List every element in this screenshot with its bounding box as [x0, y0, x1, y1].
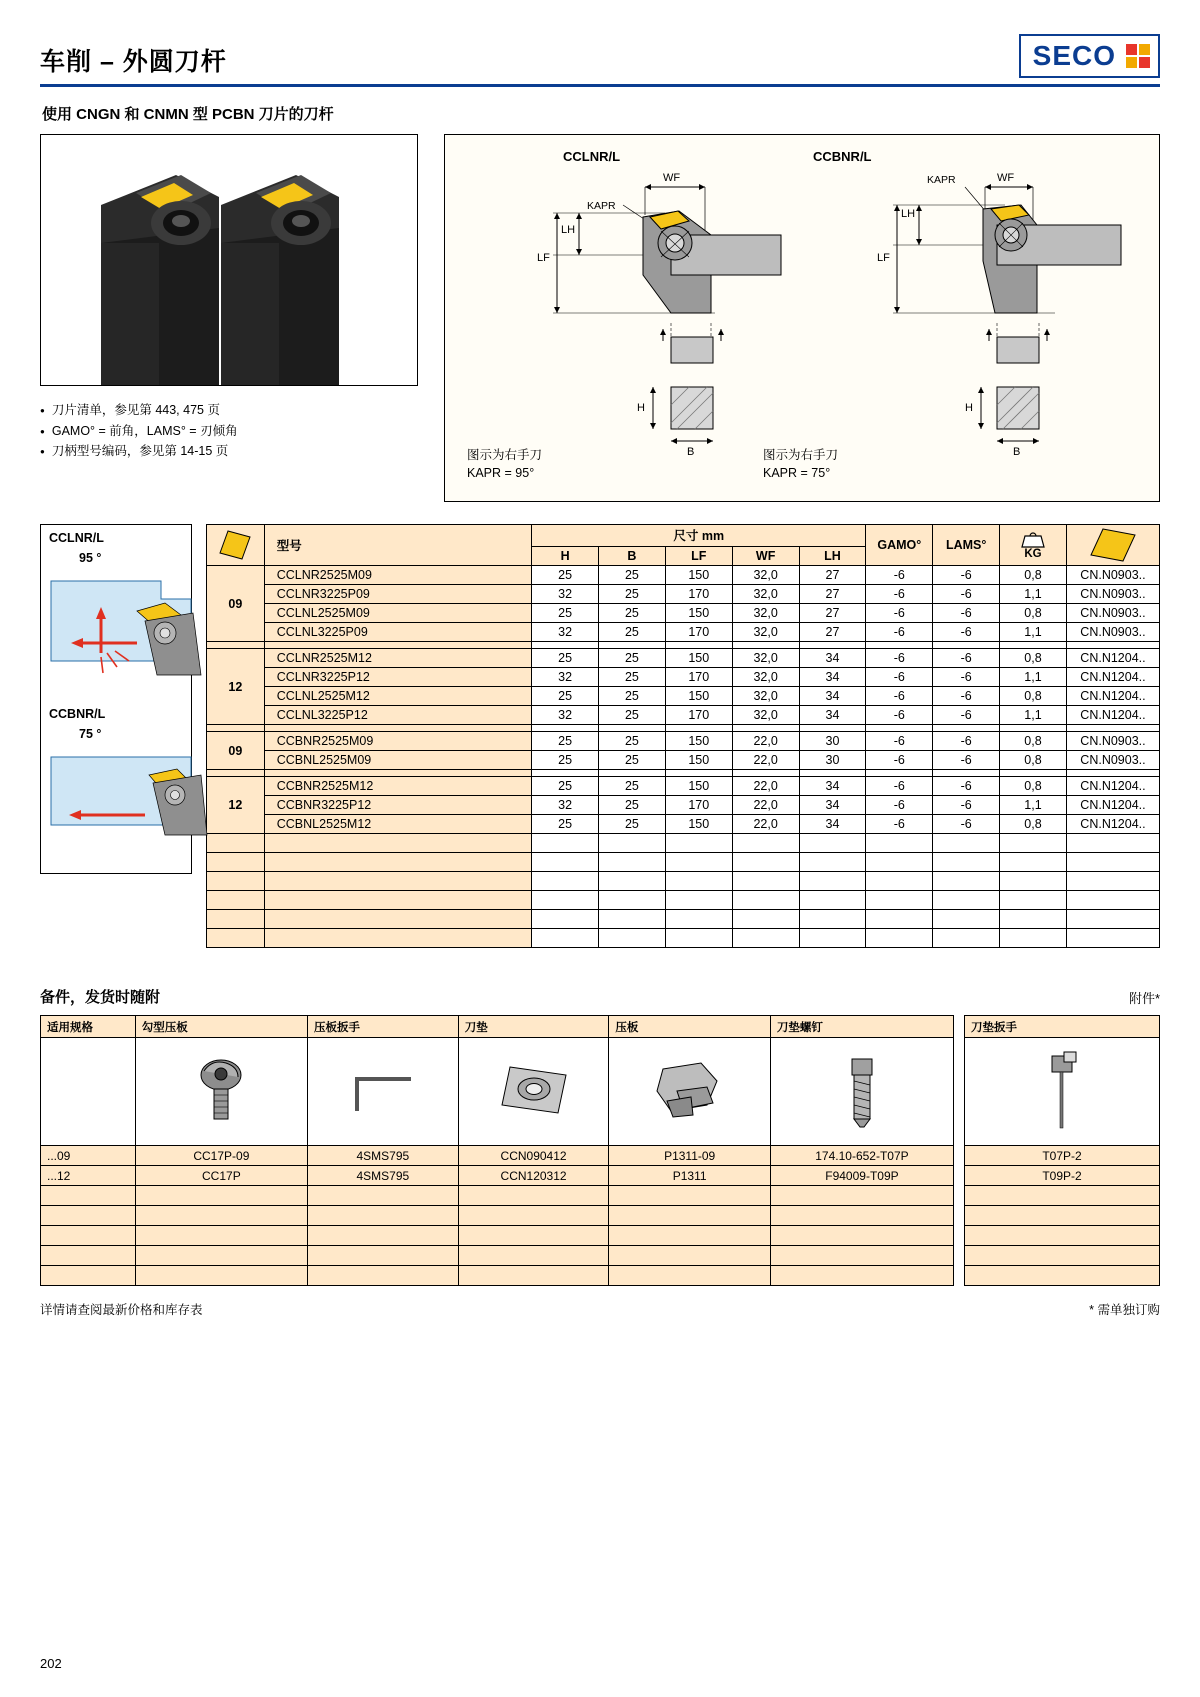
group-separator [206, 725, 1159, 732]
cell-insert: CN.N0903.. [1066, 751, 1159, 770]
table-row[interactable] [206, 566, 1159, 585]
screw-icon-cell [770, 1038, 953, 1146]
accessories-header [40, 986, 1160, 1007]
caption-line: 图示为右手刀 [763, 447, 839, 462]
diagram-title-cclnr: CCLNR/L [563, 149, 621, 164]
acc-col-size: 适用规格 [41, 1016, 136, 1038]
opt-value: T09P-2 [965, 1166, 1160, 1186]
cell-lf: 170 [665, 623, 732, 642]
accessory-row-empty [41, 1266, 954, 1286]
col-lf: LF [665, 546, 732, 565]
shim-icon [492, 1061, 576, 1123]
cell-b: 25 [599, 585, 666, 604]
opt-col-wrench: 刀垫扳手 [965, 1016, 1160, 1038]
cell-kg: 0,8 [1000, 815, 1067, 834]
header-rule [40, 84, 1160, 87]
cell-kg: 0,8 [1000, 687, 1067, 706]
acc-size: ...12 [41, 1166, 136, 1186]
table-row[interactable] [206, 585, 1159, 604]
col-gamo: GAMO° [866, 525, 933, 566]
cell-wf: 32,0 [732, 649, 799, 668]
cell-insert: CN.N0903.. [1066, 585, 1159, 604]
left-diagram-label-ccbnr: CCBNR/L [49, 707, 106, 721]
cell-kg: 0,8 [1000, 649, 1067, 668]
table-row-empty [206, 910, 1159, 929]
cell-wf: 32,0 [732, 668, 799, 687]
cell-type: CCLNL3225P12 [264, 706, 531, 725]
left-diagram-label-cclnr: CCLNR/L [49, 531, 104, 545]
cell-type: CCLNR3225P12 [264, 668, 531, 687]
acc-col-clamp: 勾型压板 [135, 1016, 307, 1038]
acc-clamp: CC17P [135, 1166, 307, 1186]
cell-b: 25 [599, 649, 666, 668]
cell-wf: 22,0 [732, 796, 799, 815]
group-size: 12 [206, 649, 264, 725]
cell-type: CCLNR2525M12 [264, 649, 531, 668]
opt-icon-row [965, 1038, 1160, 1146]
shim-wrench-icon-cell [965, 1038, 1160, 1146]
cell-gamo: -6 [866, 687, 933, 706]
acc-col-plate: 压板 [609, 1016, 770, 1038]
opt-row-empty [965, 1246, 1160, 1266]
page-header [40, 0, 1160, 78]
page-number: 202 [40, 1656, 62, 1671]
col-h: H [532, 546, 599, 565]
cell-insert: CN.N0903.. [1066, 604, 1159, 623]
cell-lh: 27 [799, 623, 866, 642]
cell-wf: 32,0 [732, 566, 799, 585]
cell-type: CCBNL2525M12 [264, 815, 531, 834]
cell-lh: 30 [799, 751, 866, 770]
cell-lams: -6 [933, 687, 1000, 706]
cell-insert: CN.N1204.. [1066, 777, 1159, 796]
cell-h: 25 [532, 649, 599, 668]
accessory-icon-row [41, 1038, 954, 1146]
optional-accessories-title: 附件* [1128, 991, 1160, 1006]
cell-lf: 150 [665, 566, 732, 585]
cell-kg: 1,1 [1000, 623, 1067, 642]
cell-lams: -6 [933, 585, 1000, 604]
cell-gamo: -6 [866, 706, 933, 725]
col-insert [1066, 525, 1159, 566]
cell-kg: 1,1 [1000, 796, 1067, 815]
acc-wrench: 4SMS795 [307, 1146, 458, 1166]
product-photo [40, 134, 418, 386]
svg-text:KAPR: KAPR [927, 174, 956, 186]
cell-gamo: -6 [866, 777, 933, 796]
group-size: 12 [206, 777, 264, 834]
logo-squares-icon [1126, 44, 1150, 68]
accessory-row-empty [41, 1246, 954, 1266]
cell-lf: 150 [665, 732, 732, 751]
cell-type: CCBNR2525M12 [264, 777, 531, 796]
cell-h: 32 [532, 585, 599, 604]
cell-lams: -6 [933, 649, 1000, 668]
cell-h: 25 [532, 815, 599, 834]
cell-kg: 0,8 [1000, 751, 1067, 770]
cell-lh: 34 [799, 777, 866, 796]
cell-wf: 32,0 [732, 604, 799, 623]
cell-lf: 150 [665, 604, 732, 623]
cell-b: 25 [599, 815, 666, 834]
cell-b: 25 [599, 796, 666, 815]
cell-lams: -6 [933, 604, 1000, 623]
cell-wf: 22,0 [732, 732, 799, 751]
col-kg [1000, 525, 1067, 566]
acc-size: ...09 [41, 1146, 136, 1166]
table-row-empty [206, 853, 1159, 872]
cell-wf: 32,0 [732, 687, 799, 706]
cell-wf: 32,0 [732, 585, 799, 604]
cell-insert: CN.N0903.. [1066, 623, 1159, 642]
svg-text:H: H [965, 402, 973, 414]
table-row[interactable] [206, 706, 1159, 725]
table-row-empty [206, 872, 1159, 891]
tool-holder-tbody [206, 566, 1159, 948]
table-row-empty [206, 834, 1159, 853]
hook-clamp-icon [194, 1055, 248, 1129]
acc-wrench: 4SMS795 [307, 1166, 458, 1186]
cell-gamo: -6 [866, 751, 933, 770]
svg-text:H: H [637, 402, 645, 414]
opt-row-empty [965, 1206, 1160, 1226]
cell-b: 25 [599, 687, 666, 706]
opt-row-empty [965, 1186, 1160, 1206]
cell-lh: 34 [799, 687, 866, 706]
opt-row[interactable] [965, 1166, 1160, 1186]
svg-text:LF: LF [877, 252, 890, 264]
col-type: 型号 [264, 525, 531, 566]
group-size: 09 [206, 732, 264, 770]
kg-label: KG [1024, 548, 1042, 561]
accessories-title: 备件，发货时随附 [40, 989, 161, 1006]
cell-kg: 1,1 [1000, 668, 1067, 687]
svg-text:WF: WF [663, 172, 681, 184]
cell-lh: 34 [799, 649, 866, 668]
cell-wf: 22,0 [732, 777, 799, 796]
cell-lh: 27 [799, 604, 866, 623]
caption-line: KAPR = 75° [763, 466, 831, 481]
cell-b: 25 [599, 732, 666, 751]
svg-text:B: B [687, 446, 695, 458]
table-row[interactable] [206, 604, 1159, 623]
cell-b: 25 [599, 751, 666, 770]
cell-lams: -6 [933, 623, 1000, 642]
accessory-row-empty [41, 1186, 954, 1206]
key-wrench-icon [345, 1067, 421, 1117]
cell-type: CCBNR2525M09 [264, 732, 531, 751]
cell-insert: CN.N1204.. [1066, 815, 1159, 834]
cell-wf: 32,0 [732, 706, 799, 725]
accessory-row-empty [41, 1226, 954, 1246]
acc-screw: F94009-T09P [770, 1166, 953, 1186]
acc-screw: 174.10-652-T07P [770, 1146, 953, 1166]
footnote-left: 详情请查阅最新价格和库存表 [40, 1303, 203, 1317]
seco-logo [1019, 34, 1160, 78]
cell-lf: 170 [665, 706, 732, 725]
cell-gamo: -6 [866, 649, 933, 668]
cell-kg: 0,8 [1000, 777, 1067, 796]
weight-icon [1019, 529, 1047, 549]
svg-text:B: B [1013, 446, 1021, 458]
top-row [40, 134, 1160, 502]
cell-insert: CN.N1204.. [1066, 687, 1159, 706]
cell-type: CCLNL3225P09 [264, 623, 531, 642]
cell-type: CCLNL2525M09 [264, 604, 531, 623]
bullet-item: ● 刀片清单，参见第 443, 475 页 [40, 400, 418, 421]
cell-lams: -6 [933, 668, 1000, 687]
opt-row[interactable] [965, 1146, 1160, 1166]
cell-b: 25 [599, 566, 666, 585]
cell-lams: -6 [933, 777, 1000, 796]
cell-insert: CN.N0903.. [1066, 732, 1159, 751]
caption-line: 图示为右手刀 [467, 447, 543, 462]
table-row[interactable] [206, 732, 1159, 751]
svg-text:LH: LH [561, 224, 576, 236]
cell-lh: 34 [799, 796, 866, 815]
group-size: 09 [206, 566, 264, 642]
cell-type: CCBNL2525M09 [264, 751, 531, 770]
cell-lf: 170 [665, 668, 732, 687]
cell-insert: CN.N1204.. [1066, 668, 1159, 687]
cell-b: 25 [599, 668, 666, 687]
cell-b: 25 [599, 706, 666, 725]
acc-plate: P1311 [609, 1166, 770, 1186]
tool-holder-table [206, 524, 1160, 948]
table-row[interactable] [206, 751, 1159, 770]
cell-gamo: -6 [866, 623, 933, 642]
table-row-empty [206, 929, 1159, 948]
wrench-icon-cell [307, 1038, 458, 1146]
cell-lams: -6 [933, 751, 1000, 770]
cell-wf: 32,0 [732, 623, 799, 642]
cell-lh: 34 [799, 668, 866, 687]
table-row[interactable] [206, 649, 1159, 668]
table-row[interactable] [206, 815, 1159, 834]
cell-h: 32 [532, 706, 599, 725]
cell-insert: CN.N0903.. [1066, 566, 1159, 585]
shim-wrench-icon [1040, 1050, 1084, 1134]
table-row-empty [206, 891, 1159, 910]
diagram-caption-right [763, 446, 838, 484]
diagram-title-ccbnr: CCBNR/L [813, 149, 872, 164]
cell-lf: 150 [665, 751, 732, 770]
cell-kg: 0,8 [1000, 604, 1067, 623]
cell-gamo: -6 [866, 732, 933, 751]
cell-lh: 27 [799, 585, 866, 604]
acc-col-screw: 刀垫螺钉 [770, 1016, 953, 1038]
cell-kg: 1,1 [1000, 585, 1067, 604]
clamp-plate-icon-cell [609, 1038, 770, 1146]
cell-kg: 0,8 [1000, 732, 1067, 751]
bullet-list [40, 400, 418, 462]
cell-kg: 0,8 [1000, 566, 1067, 585]
cell-h: 32 [532, 796, 599, 815]
cell-lams: -6 [933, 706, 1000, 725]
cell-lams: -6 [933, 815, 1000, 834]
col-dimensions: 尺寸 mm [532, 525, 866, 547]
col-lams: LAMS° [933, 525, 1000, 566]
optional-accessories-table [964, 1015, 1160, 1286]
cell-type: CCLNL2525M12 [264, 687, 531, 706]
cell-b: 25 [599, 604, 666, 623]
cell-b: 25 [599, 623, 666, 642]
bullet-item: ● GAMO° = 前角，LAMS° = 刃倾角 [40, 421, 418, 442]
cell-kg: 1,1 [1000, 706, 1067, 725]
opt-value: T07P-2 [965, 1146, 1160, 1166]
col-lh: LH [799, 546, 866, 565]
accessories-table [40, 1015, 954, 1286]
cell-lf: 150 [665, 649, 732, 668]
cell-h: 32 [532, 668, 599, 687]
cell-gamo: -6 [866, 566, 933, 585]
caption-line: KAPR = 95° [467, 466, 535, 481]
col-wf: WF [732, 546, 799, 565]
accessory-row[interactable] [41, 1146, 954, 1166]
accessory-row[interactable] [41, 1166, 954, 1186]
cell-insert: CN.N1204.. [1066, 649, 1159, 668]
cell-h: 25 [532, 751, 599, 770]
acc-clamp: CC17P-09 [135, 1146, 307, 1166]
cell-lh: 34 [799, 706, 866, 725]
svg-text:LF: LF [537, 252, 550, 264]
cell-h: 25 [532, 732, 599, 751]
accessory-row-empty [41, 1206, 954, 1226]
logo-text: SECO [1032, 40, 1116, 71]
acc-shim: CCN090412 [458, 1146, 609, 1166]
orientation-diagrams [40, 524, 192, 874]
cell-wf: 22,0 [732, 815, 799, 834]
accessories-tables [40, 1015, 1160, 1286]
shim-icon-cell [458, 1038, 609, 1146]
acc-shim: CCN120312 [458, 1166, 609, 1186]
footnote-right: * 需单独订购 [1089, 1303, 1160, 1317]
cell-lf: 150 [665, 815, 732, 834]
opt-row-empty [965, 1266, 1160, 1286]
cell-gamo: -6 [866, 604, 933, 623]
cell-gamo: -6 [866, 668, 933, 687]
cell-h: 25 [532, 687, 599, 706]
cell-type: CCBNR3225P12 [264, 796, 531, 815]
svg-text:LH: LH [901, 208, 916, 220]
cell-insert: CN.N1204.. [1066, 796, 1159, 815]
cell-gamo: -6 [866, 796, 933, 815]
opt-row-empty [965, 1226, 1160, 1246]
cell-type: CCLNR2525M09 [264, 566, 531, 585]
acc-col-wrench: 压板扳手 [307, 1016, 458, 1038]
shim-screw-icon [840, 1053, 884, 1131]
cell-h: 25 [532, 777, 599, 796]
technical-diagram-panel [444, 134, 1160, 502]
cell-lams: -6 [933, 566, 1000, 585]
group-separator [206, 642, 1159, 649]
page-title: 车削 – 外圆刀杆 [40, 48, 227, 76]
left-diagram-angle-95: 95 ° [79, 551, 102, 565]
cell-h: 25 [532, 604, 599, 623]
cell-wf: 22,0 [732, 751, 799, 770]
cell-lf: 170 [665, 796, 732, 815]
cell-lh: 30 [799, 732, 866, 751]
table-row[interactable] [206, 623, 1159, 642]
cell-type: CCLNR3225P09 [264, 585, 531, 604]
svg-text:WF: WF [997, 172, 1015, 184]
clamp-plate-icon [647, 1061, 733, 1123]
section-subtitle: 使用 CNGN 和 CNMN 型 PCBN 刀片的刀杆 [42, 106, 334, 123]
col-b: B [599, 546, 666, 565]
cell-lf: 170 [665, 585, 732, 604]
table-row[interactable] [206, 687, 1159, 706]
cell-lh: 27 [799, 566, 866, 585]
left-diagram-angle-75: 75 ° [79, 727, 102, 741]
bullet-item: ● 刀柄型号编码，参见第 14-15 页 [40, 441, 418, 462]
empty-cell [41, 1038, 136, 1146]
table-row[interactable] [206, 668, 1159, 687]
acc-col-shim: 刀垫 [458, 1016, 609, 1038]
cell-lams: -6 [933, 732, 1000, 751]
cell-lh: 34 [799, 815, 866, 834]
acc-plate: P1311-09 [609, 1146, 770, 1166]
cell-b: 25 [599, 777, 666, 796]
group-separator [206, 770, 1159, 777]
cell-h: 25 [532, 566, 599, 585]
cell-gamo: -6 [866, 585, 933, 604]
specs-row [40, 524, 1160, 948]
diagram-caption-left [467, 446, 542, 484]
cell-lf: 150 [665, 777, 732, 796]
page-footnotes [40, 1300, 1160, 1318]
cell-lf: 150 [665, 687, 732, 706]
cell-gamo: -6 [866, 815, 933, 834]
table-row[interactable] [206, 796, 1159, 815]
svg-text:KAPR: KAPR [587, 200, 616, 212]
table-row[interactable] [206, 777, 1159, 796]
cell-insert: CN.N1204.. [1066, 706, 1159, 725]
clamp-icon-cell [135, 1038, 307, 1146]
cell-lams: -6 [933, 796, 1000, 815]
cell-h: 32 [532, 623, 599, 642]
